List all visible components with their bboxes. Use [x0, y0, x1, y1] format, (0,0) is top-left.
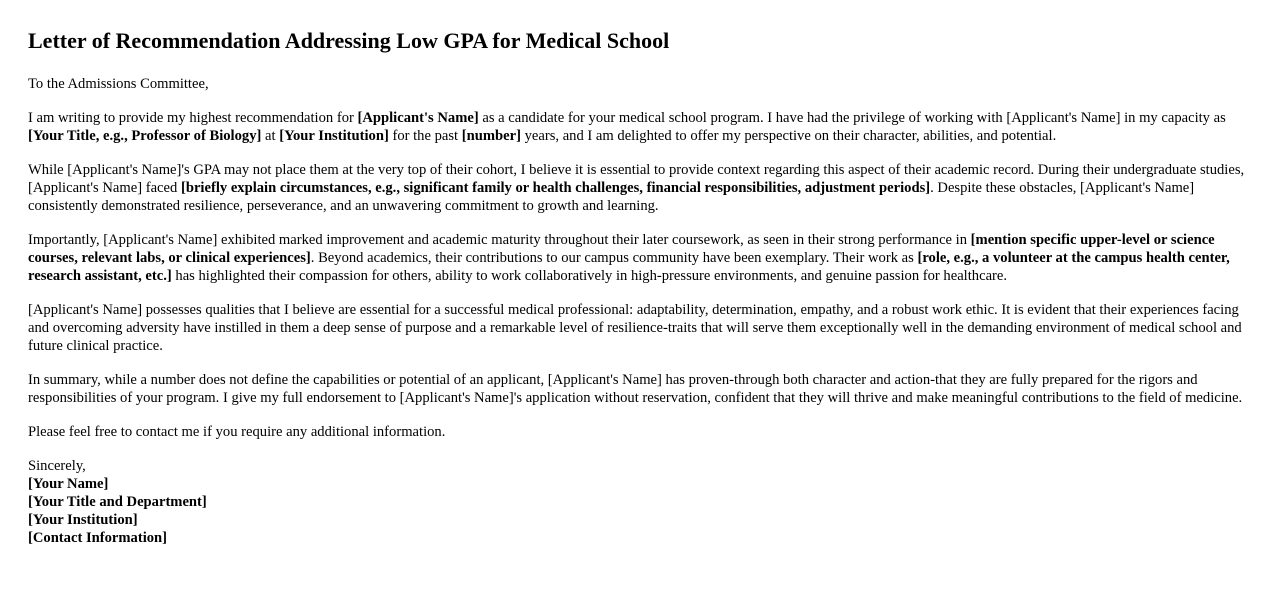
- p2-text-1: While [Applicant's Name]'s GPA may not place them at the very top of their cohort, I believe it is essential to provide context regarding this aspect of their academic record. During their undergraduate studies, [Applicant's Name] faced: [28, 162, 1245, 196]
- placeholder-your-institution: [Your Institution]: [279, 128, 389, 144]
- placeholder-circumstances: [briefly explain circumstances, e.g., significant family or health challenges, financial responsibilities, adjustment periods]: [180, 180, 931, 196]
- page-title: Letter of Recommendation Addressing Low GPA for Medical School: [28, 28, 670, 53]
- placeholder-role: [role, e.g., a volunteer at the campus health center, research assistant, etc.]: [28, 250, 1230, 284]
- salutation: To the Admissions Committee,: [28, 76, 209, 92]
- signature-block: [28, 457, 1250, 547]
- signature-contact: [Contact Information]: [28, 530, 168, 546]
- paragraph-improvement: [28, 231, 1250, 285]
- paragraph-gpa-context: [28, 161, 1250, 215]
- placeholder-number: [number]: [461, 128, 521, 144]
- signature-institution: [Your Institution]: [28, 512, 138, 528]
- paragraph-contact: Please feel free to contact me if you require any additional information.: [28, 424, 446, 440]
- p1-text-5: years, and I am delighted to offer my perspective on their character, abilities, and potential.: [520, 128, 1057, 144]
- placeholder-courses: [mention specific upper-level or science courses, relevant labs, or clinical experiences]: [28, 232, 1215, 266]
- p1-text-2: as a candidate for your medical school program. I have had the privilege of working with [Applicant's Name] in my capacity as: [478, 110, 1226, 126]
- p3-text-2: . Beyond academics, their contributions to our campus community have been exemplary. Their work as: [310, 250, 918, 266]
- p3-text-3: has highlighted their compassion for others, ability to work collaboratively in high-pressure environments, and genuine passion for healthcare.: [171, 268, 1008, 284]
- paragraph-summary: In summary, while a number does not define the capabilities or potential of an applicant, [Applicant's Name] has proven-through both character and action-that they are fully prepared for the rigors and responsibilities of your program. I give my full endorsement to [Applicant's Name]'s application without reservation, confident that they will thrive and make meaningful contributions to the field of medicine.: [28, 372, 1243, 406]
- closing: Sincerely,: [28, 458, 86, 474]
- placeholder-applicant-name: [Applicant's Name]: [357, 110, 479, 126]
- signature-title: [Your Title and Department]: [28, 494, 207, 510]
- paragraph-qualities: [Applicant's Name] possesses qualities that I believe are essential for a successful medical professional: adaptability, determination, empathy, and a robust work ethic. It is evident that their experiences facing and overcoming adversity have instilled in them a deep sense of purpose and a remarkable level of resilience-traits that will serve them exceptionally well in the demanding environment of medical school and future clinical practice.: [28, 302, 1242, 354]
- p3-text-1: Importantly, [Applicant's Name] exhibited marked improvement and academic maturity throughout their later coursework, as seen in their strong performance in: [28, 232, 971, 248]
- p1-text-4: for the past: [388, 128, 462, 144]
- p2-text-2: . Despite these obstacles, [Applicant's Name] consistently demonstrated resilience, perseverance, and an unwavering commitment to growth and learning.: [28, 180, 1195, 214]
- paragraph-introduction: [28, 109, 1250, 145]
- p1-text-1: I am writing to provide my highest recommendation for: [28, 110, 358, 126]
- placeholder-your-title: [Your Title, e.g., Professor of Biology]: [28, 128, 262, 144]
- signature-name: [Your Name]: [28, 476, 109, 492]
- p1-text-3: at: [261, 128, 280, 144]
